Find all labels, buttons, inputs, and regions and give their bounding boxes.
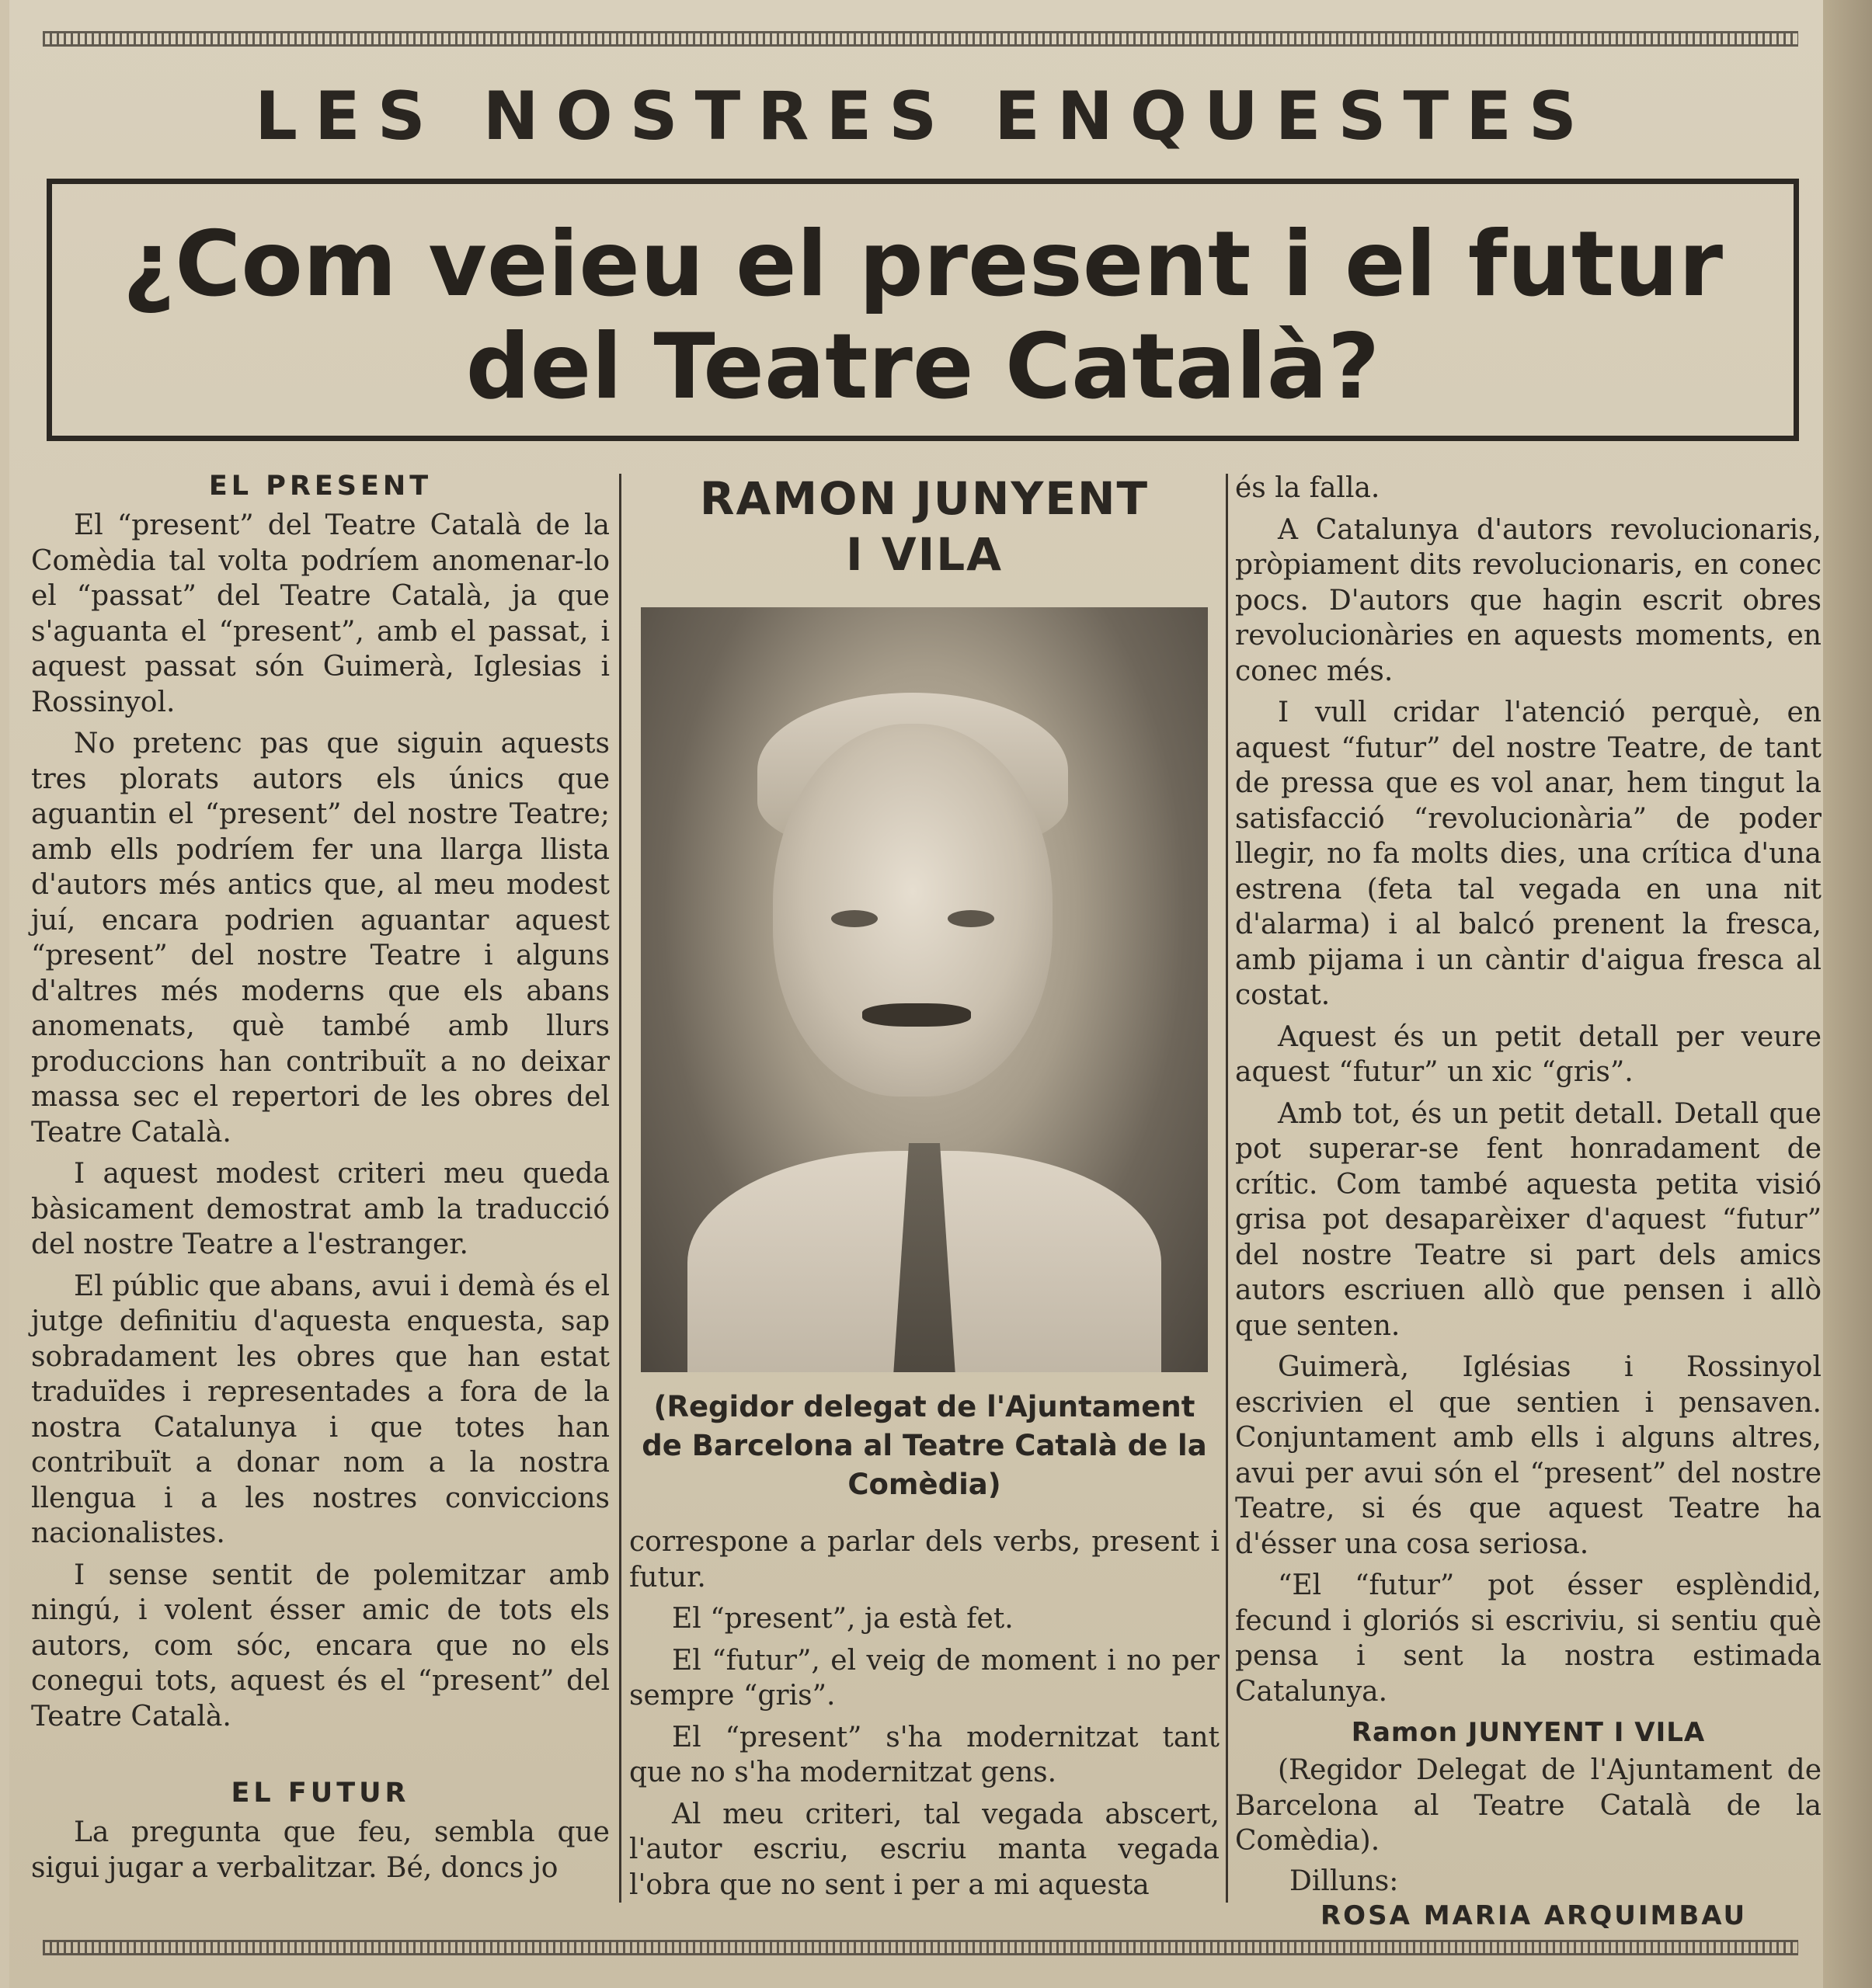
column-divider-1 bbox=[619, 474, 621, 1903]
paragraph: El “futur”, el veig de moment i no per sempre “gris”. bbox=[629, 1644, 1220, 1712]
section-kicker: LES NOSTRES ENQUESTES bbox=[255, 78, 1594, 155]
paragraph: Guimerà, Iglésias i Rossinyol escrivien el que sentien i pensaven. Conjuntament amb ells i alguns altres, avui per avui són el “present” del nostre Teatre, si és que aquest Teatre ha d'ésser una cosa seriosa. bbox=[1235, 1351, 1822, 1560]
column-middle bbox=[629, 471, 1220, 1909]
next-installment-label: Dilluns: bbox=[1289, 1865, 1399, 1897]
top-ornamental-rule bbox=[43, 31, 1798, 47]
portrait-photo bbox=[641, 607, 1208, 1372]
column-right bbox=[1235, 471, 1822, 1931]
paragraph: “El “futur” pot ésser esplèndid, fecund i gloriós si escriviu, si sentiu què pensa i sent la nostra estimada Catalunya. bbox=[1235, 1569, 1822, 1708]
column-divider-2 bbox=[1226, 474, 1228, 1903]
bottom-ornamental-rule bbox=[43, 1940, 1798, 1955]
paragraph: No pretenc pas que siguin aquests tres plorats autors els únics que aguantin el “present” del nostre Teatre; amb ells podríem fer una llarga llista d'autors més antics que, al meu modest juí, encara podrien aguantar aquest “present” del nostre Teatre i alguns d'altres més moderns que els abans anomenats, què també amb llurs produccions han contribuït a no deixar massa sec el repertori de les obres del Teatre Català. bbox=[31, 728, 610, 1149]
paragraph: és la falla. bbox=[1235, 472, 1380, 504]
paragraph: I vull cridar l'atenció perquè, en aquest “futur” del nostre Teatre, de tant de pressa que es vol anar, hem tingut la satisfacció “revolucionària” de poder llegir, no fa molts dies, una crítica d'una estrena (feta tal vegada en una nit d'alarma) i al balcó prenent la fresca, amb pijama i un càntir d'aigua fresca al costat. bbox=[1235, 697, 1822, 1011]
paragraph: Amb tot, és un petit detall. Detall que pot superar-se fent honradament de crític. Com també aquesta petita visió grisa pot desaparèixer d'aquest “futur” del nostre Teatre si part dels amics autors escriuen allò que pensen i allò que senten. bbox=[1235, 1097, 1822, 1342]
paragraph: El “present” del Teatre Català de la Comèdia tal volta podríem anomenar-lo el “passat” del Teatre Català, ja que s'aguanta el “present”, amb el passat, i aquest passat són Guimerà, Iglesias i Rossinyol. bbox=[31, 509, 610, 718]
interviewee-name-line-1: RAMON JUNYENT bbox=[699, 472, 1150, 525]
headline-box bbox=[47, 179, 1799, 441]
signature-role: (Regidor Delegat de l'Ajuntament de Barcelona al Teatre Català de la Comèdia). bbox=[1235, 1754, 1822, 1857]
paragraph: El “present” s'ha modernitzat tant que no s'ha modernitzat gens. bbox=[629, 1721, 1220, 1788]
interviewee-name-line-2: I VILA bbox=[845, 528, 1004, 581]
column-left bbox=[31, 471, 610, 1892]
paragraph: Al meu criteri, tal vegada abscert, l'autor escriu, escriu manta vegada l'obra que no sent i per a mi aquesta bbox=[629, 1798, 1220, 1901]
paragraph: I aquest modest criteri meu queda bàsicament demostrat amb la traducció del nostre Teatre a l'estranger. bbox=[31, 1158, 610, 1260]
author-signature: Ramon JUNYENT I VILA bbox=[1351, 1717, 1706, 1748]
section-heading-futur: EL FUTUR bbox=[231, 1778, 410, 1809]
paragraph: Aquest és un petit detall per veure aquest “futur” un xic “gris”. bbox=[1235, 1020, 1822, 1088]
section-heading-present: EL PRESENT bbox=[208, 471, 433, 502]
photo-caption: (Regidor delegat de l'Ajuntament de Barcelona al Teatre Català de la Comèdia) bbox=[642, 1390, 1207, 1501]
paragraph: El “present”, ja està fet. bbox=[672, 1603, 1014, 1635]
paragraph: El públic que abans, avui i demà és el jutge definitiu d'aquesta enquesta, sap sobradament les obres que han estat traduïdes i representades a fora de la nostra Catalunya i que totes han contribuït a donar nom a la nostra llengua i a les nostres conviccions nacionalistes. bbox=[31, 1270, 610, 1549]
next-installment-name: ROSA MARIA ARQUIMBAU bbox=[1320, 1899, 1748, 1931]
paragraph: correspone a parlar dels verbs, present i futur. bbox=[629, 1526, 1220, 1594]
paragraph: La pregunta que feu, sembla que sigui jugar a verbalitzar. Bé, doncs jo bbox=[31, 1816, 610, 1884]
headline bbox=[52, 214, 1794, 419]
paragraph: A Catalunya d'autors revolucionaris, pròpiament dits revolucionaris, en conec pocs. D'autors que hagin escrit obres revolucionàries en aquests moments, en conec més. bbox=[1235, 513, 1822, 687]
paragraph: I sense sentit de polemitzar amb ningú, i volent ésser amic de tots els autors, com sóc, encara que no els conegui tots, aquest és el “present” del Teatre Català. bbox=[31, 1559, 610, 1733]
headline-line-1: ¿Com veieu el present i el futur bbox=[122, 212, 1724, 317]
adjacent-page-edge bbox=[1823, 0, 1872, 1988]
headline-line-2: del Teatre Català? bbox=[465, 315, 1380, 419]
